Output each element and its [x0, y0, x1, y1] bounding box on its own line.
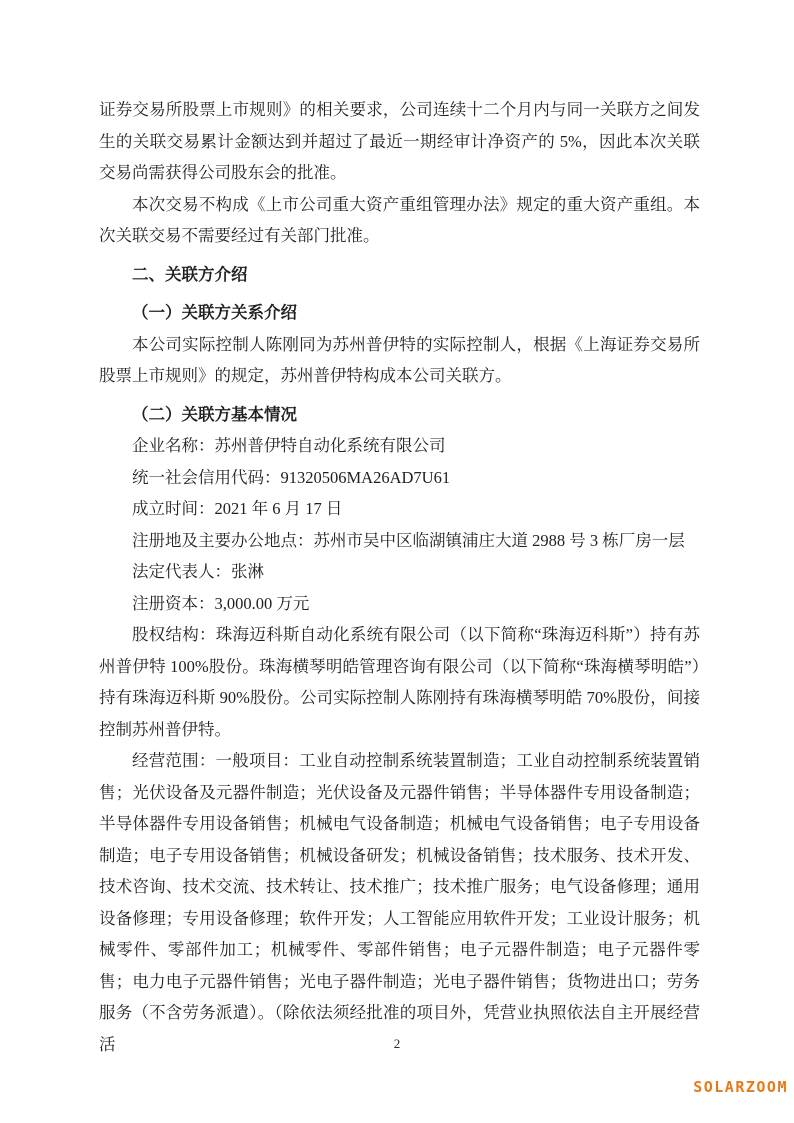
- page-number: 2: [393, 1036, 401, 1051]
- paragraph-actual-controller-relationship: 本公司实际控制人陈刚同为苏州普伊特的实际控制人，根据《上海证券交易所股票上市规则》的规定，苏州普伊特构成本公司关联方。: [99, 334, 700, 385]
- paragraph-business-scope: 经营范围：一般项目：工业自动控制系统装置制造；工业自动控制系统装置销售；光伏设备及元器件制造；光伏设备及元器件销售；半导体器件专用设备制造；半导体器件专用设备销售；机械电气设备制造；机械电气设备销售；电子专用设备制造；电子专用设备销售；机械设备研发；机械设备销售；技术服务、技术开发、技术咨询、技术交流、技术转让、技术推广；技术推广服务；电气设备修理；通用设备修理；专用设备修理；软件开发；人工智能应用软件开发；工业设计服务；机械零件、零部件加工；机械零件、零部件销售；电子元器件制造；电子元器件零售；电力电子元器件销售；光电子器件制造；光电子器件销售；货物进出口；劳务服务（不含劳务派遣）。（除依法须经批准的项目外，凭营业执照依法自主开展经营活: [99, 751, 700, 1054]
- field-registered-address: 注册地及主要办公地点：苏州市吴中区临湖镇浦庄大道 2988 号 3 栋厂房一层: [132, 530, 685, 550]
- field-establishment-date: 成立时间：2021 年 6 月 17 日: [132, 499, 343, 518]
- field-unified-social-credit-code: 统一社会信用代码：91320506MA26AD7U61: [132, 467, 451, 487]
- field-company-name: 企业名称：苏州普伊特自动化系统有限公司: [132, 436, 446, 455]
- solarzoom-watermark: SOLARZOOM: [693, 1078, 788, 1096]
- field-legal-representative: 法定代表人：张淋: [132, 562, 264, 581]
- paragraph-major-asset-restructuring-statement: 本次交易不构成《上市公司重大资产重组管理办法》规定的重大资产重组。本次关联交易不需要经过有关部门批准。: [99, 194, 700, 245]
- heading-related-party-introduction: 二、关联方介绍: [132, 264, 248, 284]
- heading-related-party-relationship: （一）关联方关系介绍: [132, 303, 297, 322]
- heading-related-party-basic-information: （二）关联方基本情况: [132, 404, 297, 424]
- paragraph-equity-structure: 股权结构：珠海迈科斯自动化系统有限公司（以下简称“珠海迈科斯”）持有苏州普伊特 100%股份。珠海横琴明皓管理咨询有限公司（以下简称“珠海横琴明皓”）持有珠海迈科斯 90%股份。公司实际控制人陈刚持有珠海横琴明皓 70%股份，间接控制苏州普伊特。: [99, 625, 700, 739]
- document-body: [99, 94, 700, 1060]
- paragraph-listing-rules-approval-requirement: 证券交易所股票上市规则》的相关要求，公司连续十二个月内与同一关联方之间发生的关联交易累计金额达到并超过了最近一期经审计净资产的 5%，因此本次关联交易尚需获得公司股东会的批准。: [99, 100, 700, 182]
- field-registered-capital: 注册资本：3,000.00 万元: [132, 593, 310, 613]
